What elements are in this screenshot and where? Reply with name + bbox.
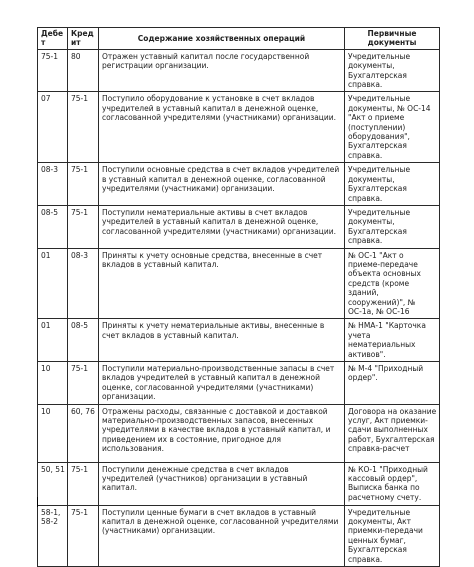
table-header [38, 28, 440, 50]
kredit-cell: 08-3 [68, 248, 99, 319]
content-cell: Отражены расходы, связанные с доставкой и доставкой материально-производственных запасов, внесенных учредителями в качестве вкладов в уставный капитал, и приведением их в состояние, пригодное для использования. [99, 404, 345, 462]
kredit-cell: 80 [68, 49, 99, 92]
docs-cell: № НМА-1 "Карточка учета нематериальных активов". [345, 319, 440, 362]
debet-cell: 08-5 [38, 205, 68, 248]
table-row [38, 248, 440, 319]
docs-cell: Учредительные документы, № ОС-14 "Акт о приеме (поступлении) оборудования", Бухгалтерская справка. [345, 92, 440, 163]
docs-cell: Учредительные документы, Бухгалтерская справка. [345, 205, 440, 248]
content-cell: Поступили ценные бумаги в счет вкладов в уставный капитал в денежной оценке, согласованной учредителями (участниками) организации. [99, 505, 345, 566]
content-cell: Приняты к учету основные средства, внесенные в счет вкладов в уставный капитал. [99, 248, 345, 319]
content-cell: Поступили денежные средства в счет вкладов учредителей (участников) организации в уставный капитал. [99, 462, 345, 505]
header-docs: Первичные документы [345, 28, 440, 50]
content-cell: Поступили материально-производственные запасы в счет вкладов учредителей в уставный капитал в денежной оценке, согласованной учредителями (участниками) организации. [99, 362, 345, 405]
debet-cell: 58-1, 58-2 [38, 505, 68, 566]
docs-cell: Учредительные документы, Бухгалтерская справка. [345, 49, 440, 92]
docs-cell: № ОС-1 "Акт о приеме-передаче объекта основных средств (кроме зданий, сооружений)", № ОС-1а, № ОС-16 [345, 248, 440, 319]
header-content: Содержание хозяйственных операций [99, 28, 345, 50]
content-cell: Приняты к учету нематериальные активы, внесенные в счет вкладов в уставный капитал. [99, 319, 345, 362]
table-row [38, 462, 440, 505]
docs-cell: № М-4 "Приходный ордер". [345, 362, 440, 405]
operations-table [37, 27, 440, 567]
table-body [38, 49, 440, 566]
docs-cell: Учредительные документы, Бухгалтерская справка. [345, 163, 440, 206]
content-cell: Поступили нематериальные активы в счет вкладов учредителей в уставный капитал в денежной оценке, согласованной учредителями (участниками) организации. [99, 205, 345, 248]
table-row [38, 505, 440, 566]
kredit-cell: 75-1 [68, 362, 99, 405]
kredit-cell: 08-5 [68, 319, 99, 362]
table-row [38, 362, 440, 405]
kredit-cell: 75-1 [68, 205, 99, 248]
table-row [38, 319, 440, 362]
debet-cell: 10 [38, 362, 68, 405]
text-cursor [37, 497, 38, 507]
docs-cell: № КО-1 "Приходный кассовый ордер", Выписка банка по расчетному счету. [345, 462, 440, 505]
content-cell: Отражен уставный капитал после государственной регистрации организации. [99, 49, 345, 92]
content-cell: Поступило оборудование к установке в счет вкладов учредителей в уставный капитал в денежной оценке, согласованной учредителями (участниками) организации. [99, 92, 345, 163]
debet-cell: 07 [38, 92, 68, 163]
table-row [38, 404, 440, 462]
header-row [38, 28, 440, 50]
kredit-cell: 60, 76 [68, 404, 99, 462]
header-kredit: Кредит [68, 28, 99, 50]
kredit-cell: 75-1 [68, 92, 99, 163]
table-row [38, 49, 440, 92]
docs-cell: Договора на оказание услуг, Акт приемки-сдачи выполненных работ, Бухгалтерская справка-расчет [345, 404, 440, 462]
kredit-cell: 75-1 [68, 163, 99, 206]
debet-cell: 10 [38, 404, 68, 462]
kredit-cell: 75-1 [68, 505, 99, 566]
kredit-cell: 75-1 [68, 462, 99, 505]
table-row [38, 205, 440, 248]
content-cell: Поступили основные средства в счет вкладов учредителей в уставный капитал в денежной оценке, согласованной учредителями (участниками) организации. [99, 163, 345, 206]
debet-cell: 08-3 [38, 163, 68, 206]
debet-cell: 01 [38, 319, 68, 362]
debet-cell: 01 [38, 248, 68, 319]
debet-cell: 75-1 [38, 49, 68, 92]
docs-cell: Учредительные документы, Акт приемки-передачи ценных бумаг, Бухгалтерская справка. [345, 505, 440, 566]
table-row [38, 163, 440, 206]
table-row [38, 92, 440, 163]
header-debet: Дебет [38, 28, 68, 50]
debet-cell: 50, 51 [38, 462, 68, 505]
